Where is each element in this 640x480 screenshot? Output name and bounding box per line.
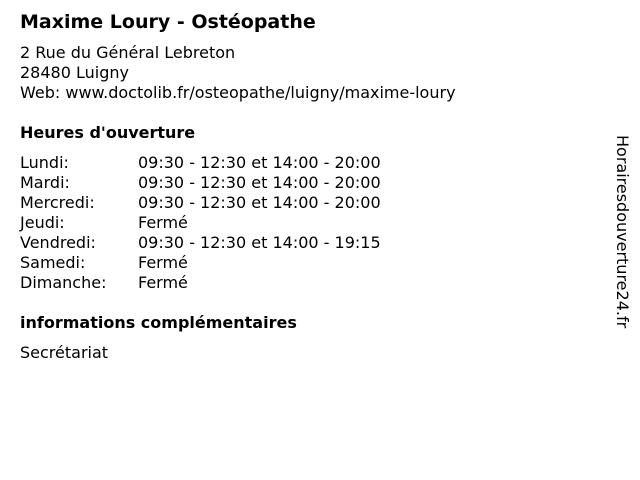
day-label: Vendredi: bbox=[20, 233, 96, 252]
address-street: 2 Rue du Général Lebreton bbox=[20, 43, 236, 62]
day-label: Samedi: bbox=[20, 253, 86, 272]
hours-row-mardi bbox=[20, 173, 381, 193]
additional-info-heading: informations complémentaires bbox=[20, 313, 297, 332]
opening-hours-heading: Heures d'ouverture bbox=[20, 123, 196, 142]
site-watermark: Horairesdouverture24.fr bbox=[613, 135, 632, 329]
hours-value: Fermé bbox=[138, 273, 188, 292]
business-title: Maxime Loury - Ostéopathe bbox=[20, 11, 316, 33]
additional-info-text: Secrétariat bbox=[20, 343, 109, 362]
hours-value: Fermé bbox=[138, 253, 188, 272]
opening-hours-table bbox=[20, 153, 381, 293]
hours-value: 09:30 - 12:30 et 14:00 - 19:15 bbox=[138, 233, 381, 252]
hours-row-samedi bbox=[20, 253, 381, 273]
hours-row-lundi bbox=[20, 153, 381, 173]
address-city: 28480 Luigny bbox=[20, 63, 129, 82]
hours-row-dimanche bbox=[20, 273, 381, 293]
day-label: Mercredi: bbox=[20, 193, 95, 212]
address-block bbox=[20, 43, 456, 103]
hours-value: 09:30 - 12:30 et 14:00 - 20:00 bbox=[138, 193, 381, 212]
day-label: Mardi: bbox=[20, 173, 70, 192]
website-line: Web: www.doctolib.fr/osteopathe/luigny/maxime-loury bbox=[20, 83, 456, 102]
day-label: Jeudi: bbox=[20, 213, 65, 232]
hours-value: 09:30 - 12:30 et 14:00 - 20:00 bbox=[138, 153, 381, 172]
day-label: Dimanche: bbox=[20, 273, 107, 292]
day-label: Lundi: bbox=[20, 153, 69, 172]
hours-value: 09:30 - 12:30 et 14:00 - 20:00 bbox=[138, 173, 381, 192]
hours-row-vendredi bbox=[20, 233, 381, 253]
hours-row-jeudi bbox=[20, 213, 381, 233]
hours-row-mercredi bbox=[20, 193, 381, 213]
hours-value: Fermé bbox=[138, 213, 188, 232]
